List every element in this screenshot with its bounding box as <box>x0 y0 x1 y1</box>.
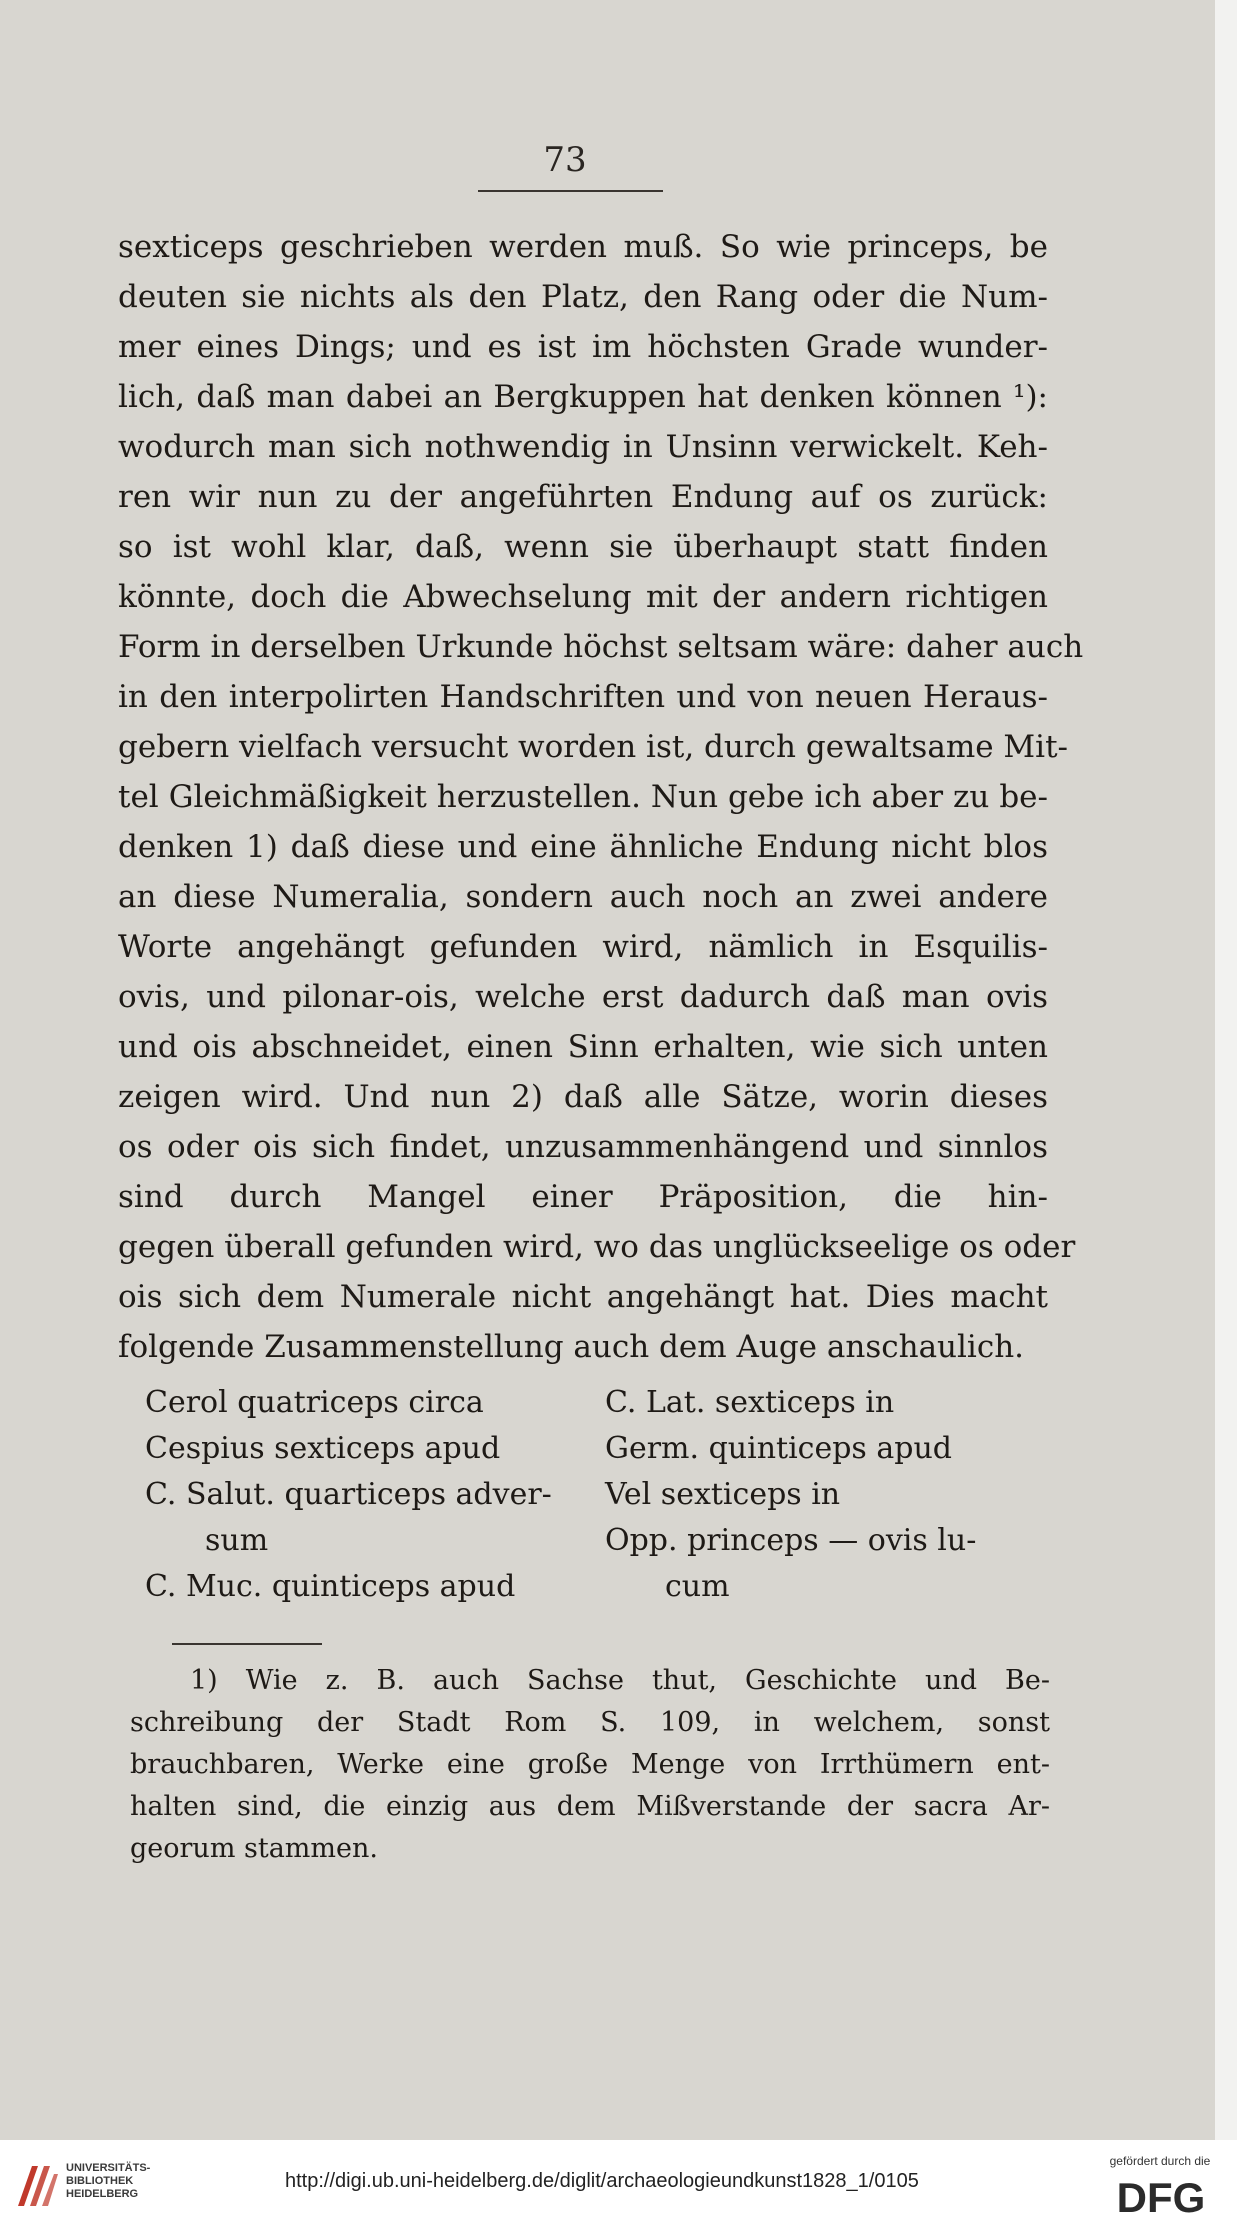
text-line: wodurch man sich nothwendig in Unsinn verwickelt. Keh- <box>118 429 1048 465</box>
text-line: könnte, doch die Abwechselung mit der andern richtigen <box>118 579 1048 615</box>
footnote-line: georum stammen. <box>130 1833 378 1864</box>
text-line: gegen überall gefunden wird, wo das unglückseelige os oder <box>118 1229 1076 1265</box>
text-line: und ois abschneidet, einen Sinn erhalten, wie sich unten <box>118 1029 1048 1065</box>
text-line: lich, daß man dabei an Bergkuppen hat denken können ¹): <box>118 379 1048 415</box>
footnote-line: brauchbaren, Werke eine große Menge von Irrthümern ent- <box>130 1749 1050 1780</box>
table-entry: cum <box>665 1569 730 1604</box>
source-url-link[interactable]: http://digi.ub.uni-heidelberg.de/diglit/archaeologieundkunst1828_1/0105 <box>285 2170 919 2192</box>
table-entry: sum <box>205 1523 269 1558</box>
table-entry: Germ. quinticeps apud <box>605 1431 952 1466</box>
text-line: mer eines Dings; und es ist im höchsten Grade wunder- <box>118 329 1048 365</box>
library-name-line: UNIVERSITÄTS- <box>66 2162 151 2174</box>
text-line: denken 1) daß diese und eine ähnliche Endung nicht blos <box>118 829 1048 865</box>
library-name <box>66 2162 150 2201</box>
page-number: 73 <box>543 140 587 180</box>
library-name-line: HEIDELBERG <box>66 2188 139 2200</box>
page-edge <box>1215 0 1237 2140</box>
table-column-right <box>605 1380 1025 1610</box>
text-line: folgende Zusammenstellung auch dem Auge anschaulich. <box>118 1329 1025 1365</box>
text-line: os oder ois sich findet, unzusammenhängend und sinnlos <box>118 1129 1048 1165</box>
university-library-logo-icon <box>12 2160 60 2212</box>
dfg-logo-icon <box>1098 2174 1224 2218</box>
table-entry: Vel sexticeps in <box>605 1477 841 1512</box>
text-line: ois sich dem Numerale nicht angehängt hat. Dies macht <box>118 1279 1048 1315</box>
table-column-left <box>145 1380 585 1610</box>
text-line: sexticeps geschrieben werden muß. So wie princeps, be <box>118 229 1048 265</box>
text-line: Worte angehängt gefunden wird, nämlich in Esquilis- <box>118 929 1048 965</box>
footnote-rule <box>172 1643 322 1645</box>
table-entry: C. Salut. quarticeps adver- <box>145 1477 552 1512</box>
text-line: in den interpolirten Handschriften und von neuen Heraus- <box>118 679 1048 715</box>
text-line: ovis, und pilonar-ois, welche erst dadurch daß man ovis <box>118 979 1048 1015</box>
footnote-line: 1) Wie z. B. auch Sachse thut, Geschichte und Be- <box>190 1665 1050 1696</box>
footnote <box>130 1660 1050 1870</box>
table-entry: Cerol quatriceps circa <box>145 1385 484 1420</box>
body-text <box>118 222 1084 1372</box>
text-line: Form in derselben Urkunde höchst seltsam wäre: daher auch <box>118 629 1084 665</box>
text-line: so ist wohl klar, daß, wenn sie überhaupt statt finden <box>118 529 1048 565</box>
funded-by-label: gefördert durch die <box>1109 2154 1211 2168</box>
text-line: deuten sie nichts als den Platz, den Rang oder die Num- <box>118 279 1048 315</box>
text-line: an diese Numeralia, sondern auch noch an zwei andere <box>118 879 1048 915</box>
table-entry: C. Lat. sexticeps in <box>605 1385 895 1420</box>
text-line: zeigen wird. Und nun 2) daß alle Sätze, worin dieses <box>118 1079 1048 1115</box>
footer-bar <box>0 2140 1237 2230</box>
text-line: tel Gleichmäßigkeit herzustellen. Nun gebe ich aber zu be- <box>118 779 1048 815</box>
table-entry: Cespius sexticeps apud <box>145 1431 501 1466</box>
footnote-line: schreibung der Stadt Rom S. 109, in welchem, sonst <box>130 1707 1050 1738</box>
page-number-rule <box>478 190 663 192</box>
comparison-table <box>145 1380 1005 1630</box>
dfg-logo-text: DFG <box>1116 2174 1206 2218</box>
footnote-line: halten sind, die einzig aus dem Mißverstande der sacra Ar- <box>130 1791 1050 1822</box>
library-name-line: BIBLIOTHEK <box>66 2175 134 2187</box>
text-line: gebern vielfach versucht worden ist, durch gewaltsame Mit- <box>118 729 1069 765</box>
table-entry: C. Muc. quinticeps apud <box>145 1569 516 1604</box>
table-entry: Opp. princeps — ovis lu- <box>605 1523 977 1558</box>
text-line: ren wir nun zu der angeführten Endung auf os zurück: <box>118 479 1048 515</box>
text-line: sind durch Mangel einer Präposition, die hin- <box>118 1179 1048 1215</box>
